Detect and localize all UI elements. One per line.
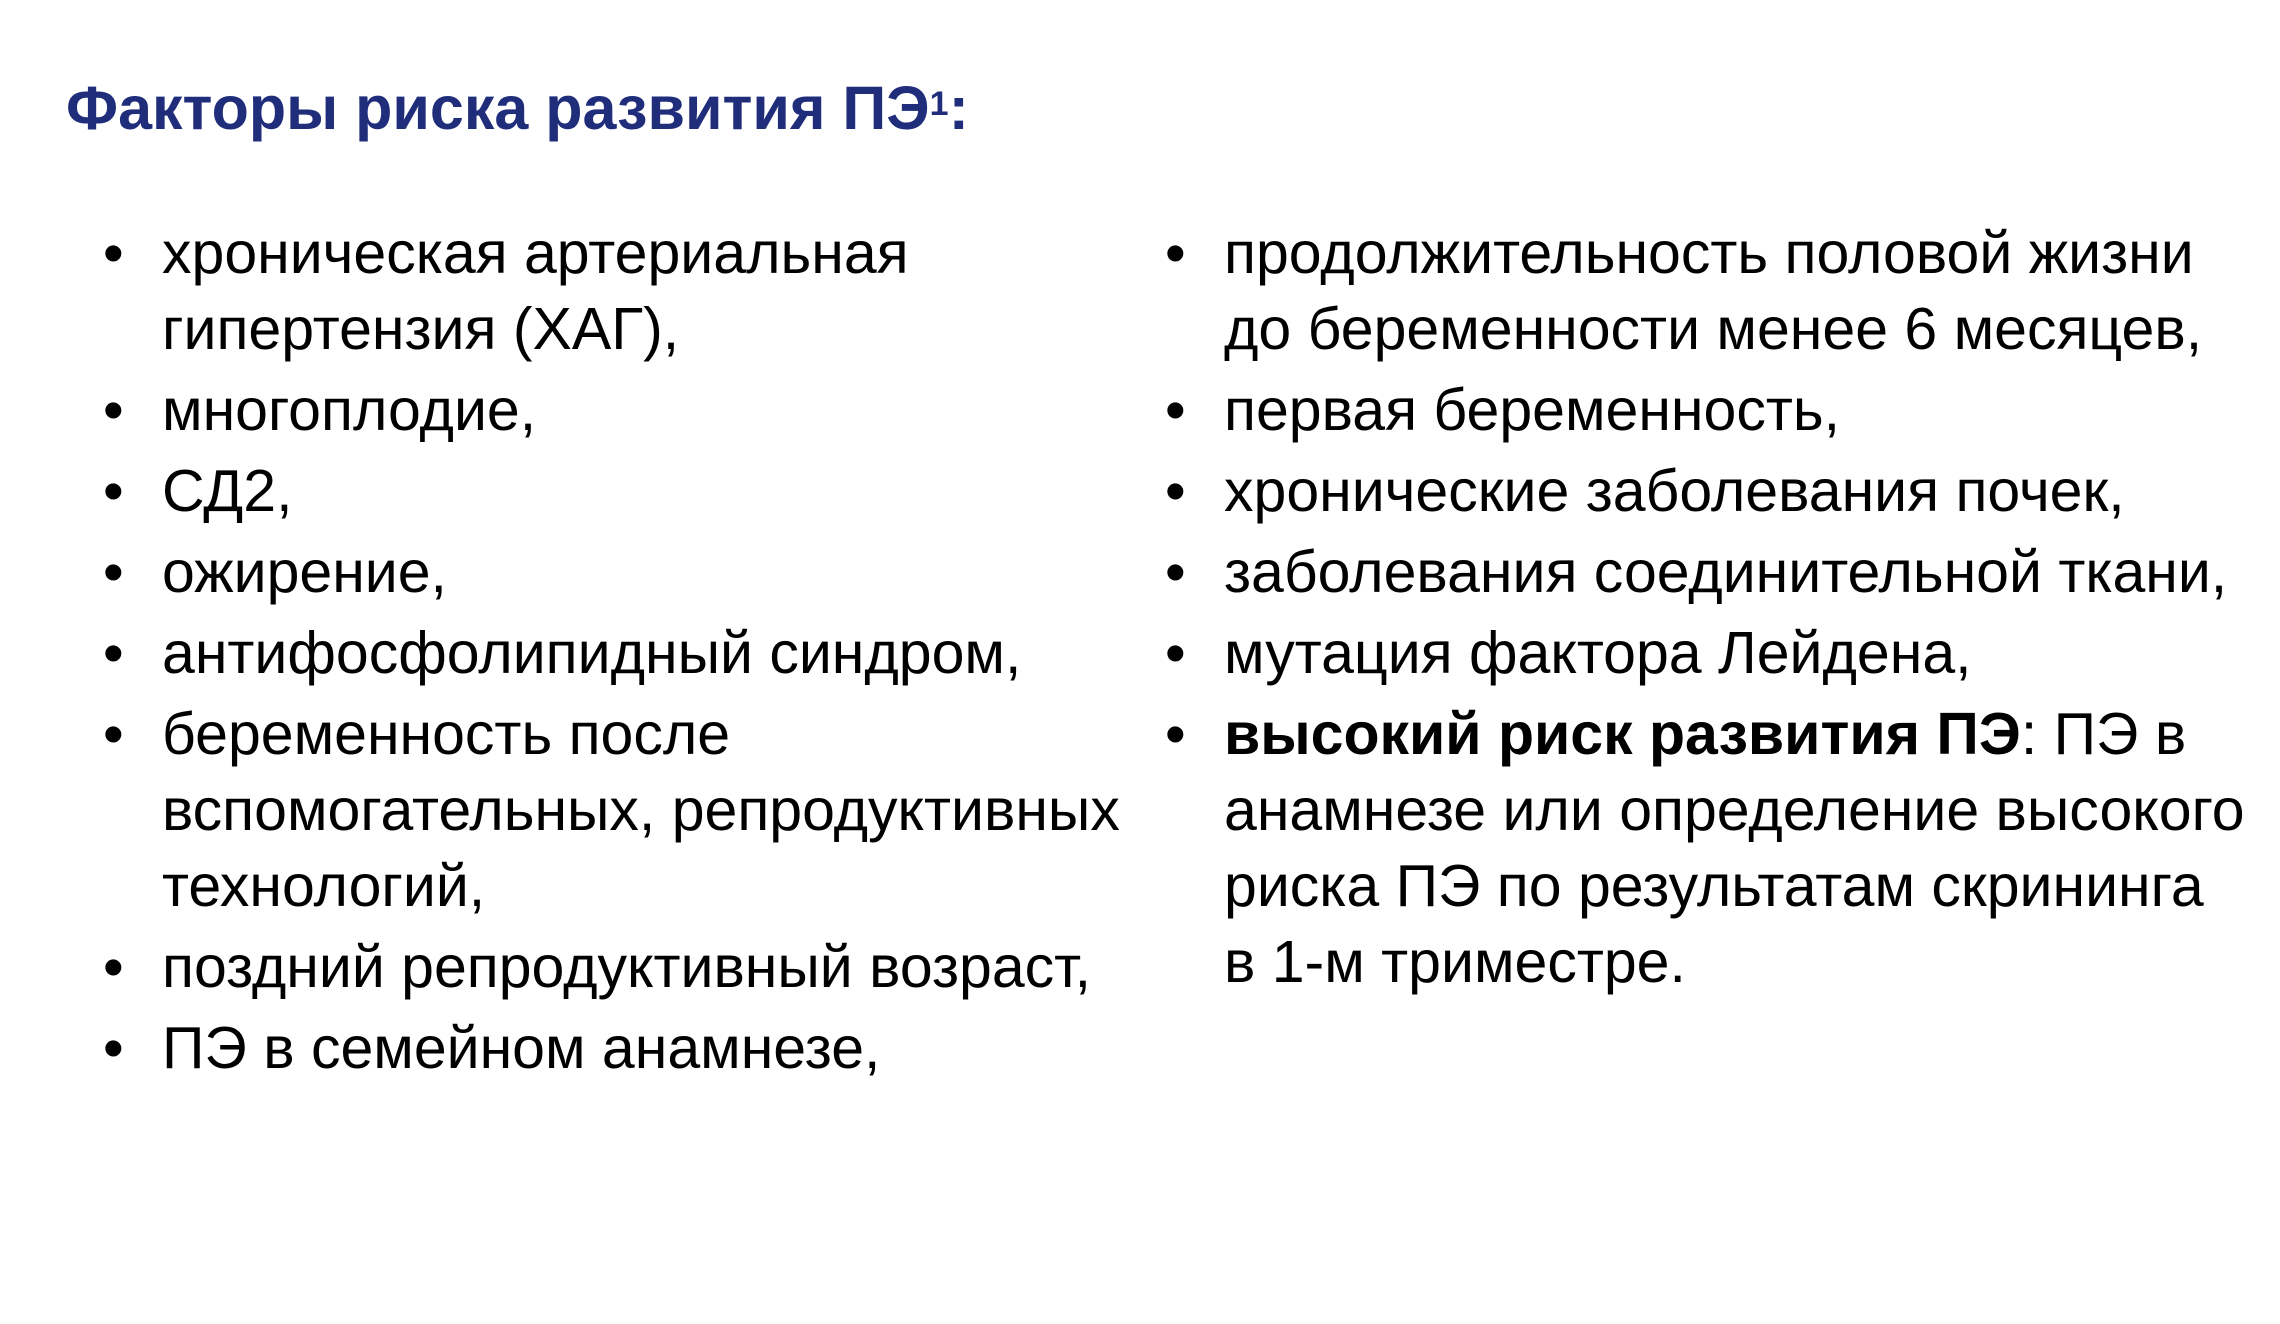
- list-item-text: первая беременность,: [1224, 377, 1840, 443]
- high-risk-label: высокий риск развития ПЭ: [1224, 701, 2021, 767]
- bullet-icon: •: [103, 620, 124, 686]
- list-item: [103, 534, 1163, 610]
- list-item: [1165, 372, 2245, 448]
- list-item: [103, 1010, 1163, 1086]
- bullet-icon: •: [1165, 701, 1186, 767]
- list-item-text: заболевания соединительной ткани,: [1224, 539, 2228, 605]
- title-colon: :: [948, 74, 969, 142]
- list-item: [103, 696, 1163, 924]
- list-item-text: многоплодие,: [162, 377, 537, 443]
- bullet-icon: •: [1165, 620, 1186, 686]
- list-item: [103, 453, 1163, 529]
- bullet-icon: •: [103, 220, 124, 286]
- bullet-icon: •: [103, 377, 124, 443]
- title-text: Факторы риска развития ПЭ: [66, 74, 930, 142]
- list-item-text: продолжительность половой жизни до беременности менее 6 месяцев,: [1224, 220, 2203, 362]
- list-item: [1165, 534, 2245, 610]
- list-item: [1165, 453, 2245, 529]
- list-item: [103, 372, 1163, 448]
- list-item-text: ПЭ в семейном анамнезе,: [162, 1015, 881, 1081]
- list-item-text: СД2,: [162, 458, 293, 524]
- slide-title: [66, 70, 969, 146]
- risk-factors-right-list: [1165, 215, 2245, 1005]
- list-item-text: беременность после вспомогательных, репродуктивных технологий,: [162, 701, 1120, 919]
- bullet-icon: •: [103, 539, 124, 605]
- bullet-icon: •: [103, 458, 124, 524]
- high-risk-description: : ПЭ в анамнезе или определение высокого риска ПЭ по результатам скрининга в 1-м триместре.: [1224, 701, 2245, 995]
- list-item-text: хроническая артериальная гипертензия (ХАГ),: [162, 220, 909, 362]
- bullet-icon: •: [1165, 377, 1186, 443]
- bullet-icon: •: [1165, 458, 1186, 524]
- list-item-text: мутация фактора Лейдена,: [1224, 620, 1972, 686]
- list-item-text: поздний репродуктивный возраст,: [162, 934, 1092, 1000]
- list-item: [103, 215, 1163, 367]
- bullet-icon: •: [103, 1015, 124, 1081]
- bullet-icon: •: [103, 701, 124, 767]
- list-item: [1165, 615, 2245, 691]
- list-item-text: антифосфолипидный синдром,: [162, 620, 1022, 686]
- list-item: [1165, 215, 2245, 367]
- list-item-high-risk: [1165, 696, 2245, 1000]
- bullet-icon: •: [1165, 539, 1186, 605]
- list-item-text: ожирение,: [162, 539, 447, 605]
- list-item: [103, 615, 1163, 691]
- risk-factors-left-list: [103, 215, 1163, 1091]
- list-item: [103, 929, 1163, 1005]
- title-footnote-marker: 1: [929, 85, 949, 123]
- list-item-text: хронические заболевания почек,: [1224, 458, 2125, 524]
- bullet-icon: •: [103, 934, 124, 1000]
- bullet-icon: •: [1165, 220, 1186, 286]
